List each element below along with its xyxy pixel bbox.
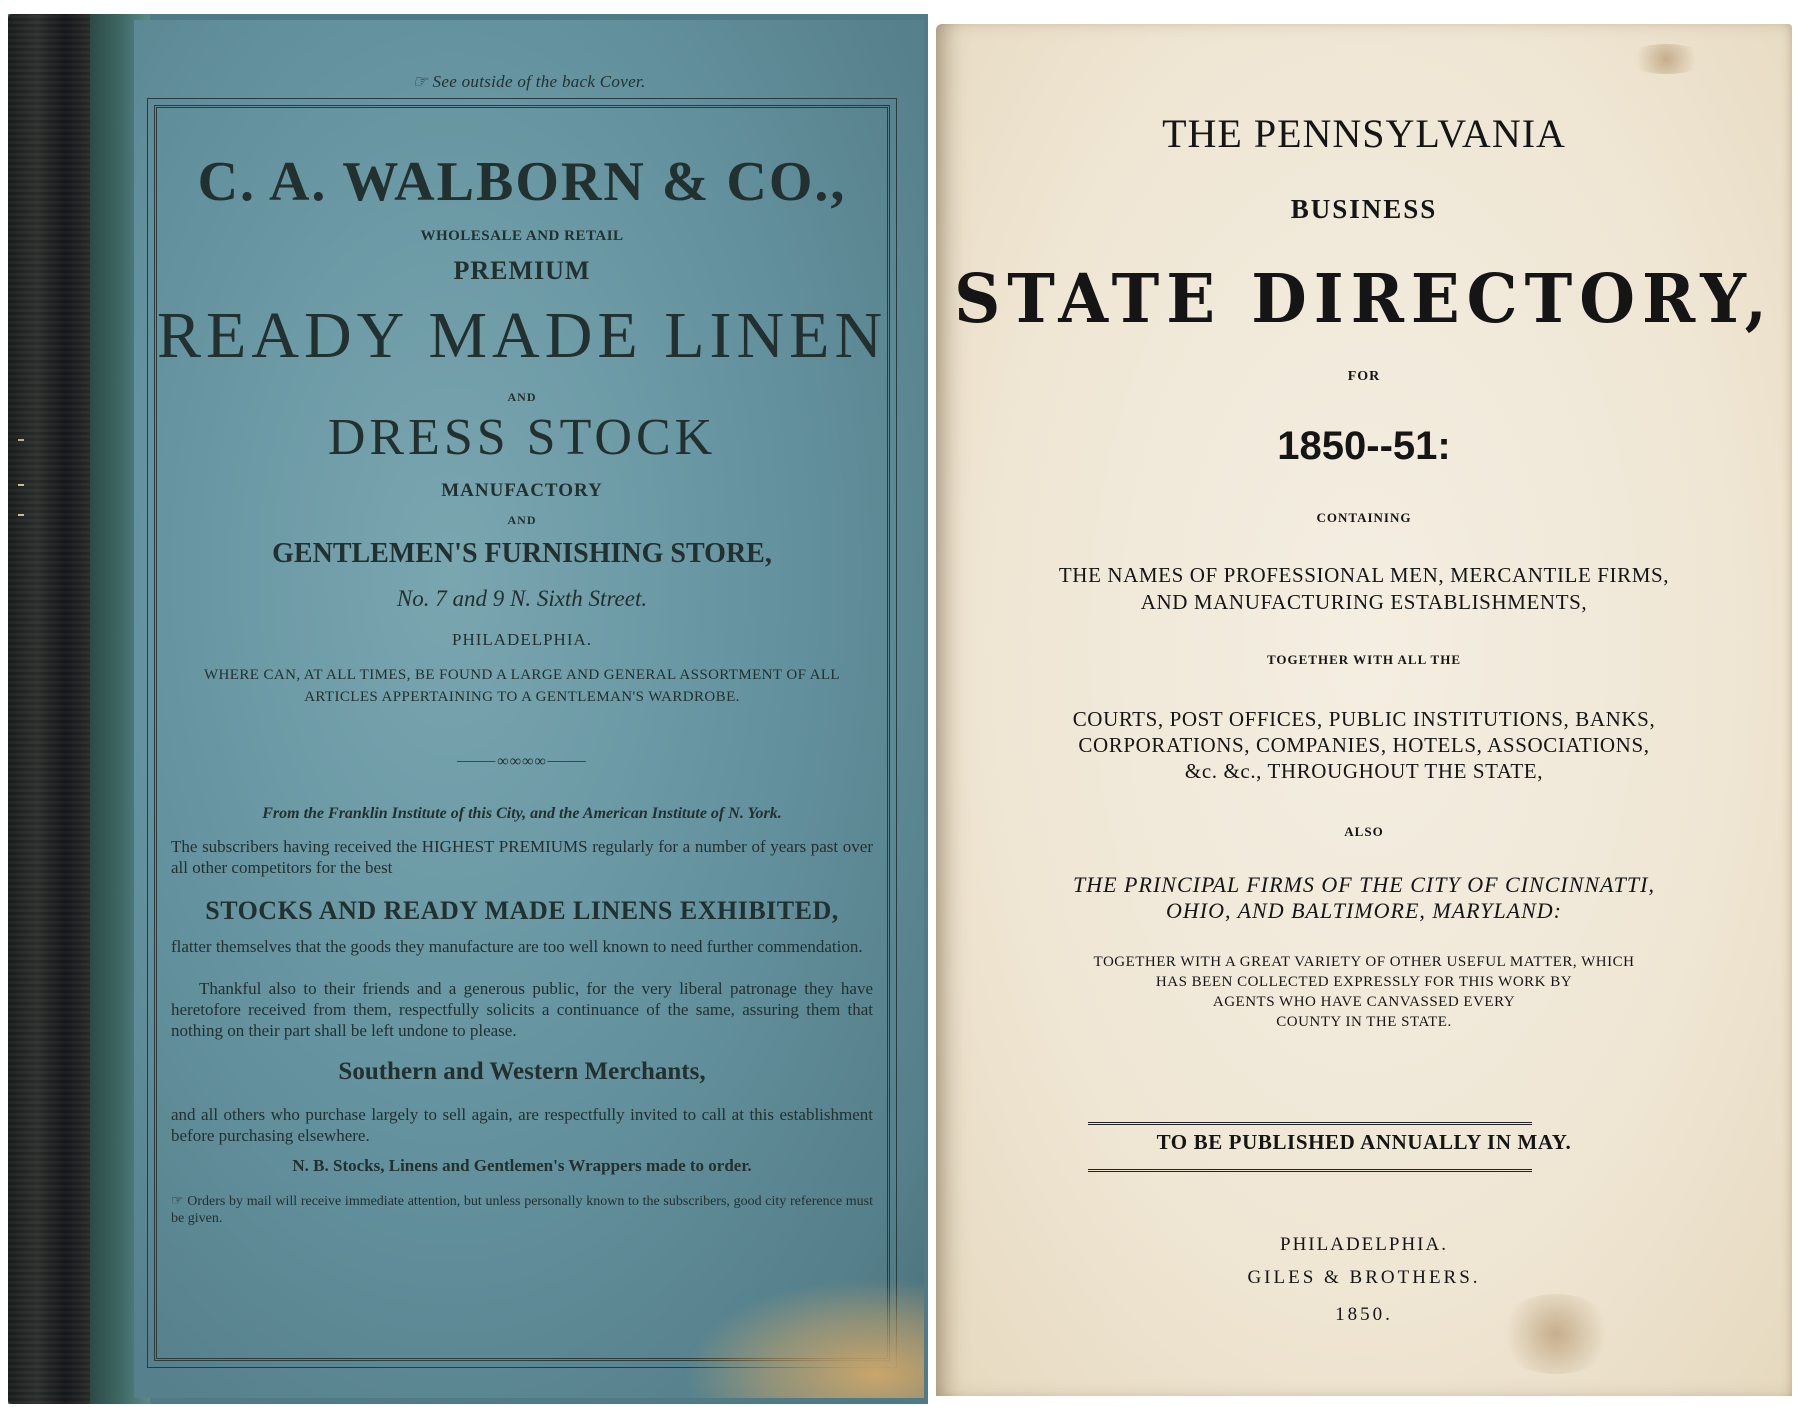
leather-spine [8, 14, 90, 1404]
courts-line: &c. &c., THROUGHOUT THE STATE, [1184, 759, 1544, 783]
merchants-heading: Southern and Western Merchants, [338, 1058, 706, 1085]
principal-line: OHIO, AND BALTIMORE, MARYLAND: [1165, 898, 1563, 923]
dress-stock-heading: DRESS STOCK [327, 409, 717, 466]
courts-block [936, 706, 1792, 784]
also-line: ALSO [1344, 824, 1384, 839]
courts-line: COURTS, POST OFFICES, PUBLIC INSTITUTIONS, BANKS, [1072, 707, 1656, 731]
principal-line: THE PRINCIPAL FIRMS OF THE CITY OF CINCINNATTI, [1073, 872, 1655, 897]
back-cover-note: ☞ See outside of the back Cover. [412, 72, 646, 91]
imprint-publisher: GILES & BROTHERS. [1247, 1267, 1481, 1288]
ornament-divider: ⸻∞∞∞∞⸻ [456, 753, 588, 770]
names-line: AND MANUFACTURING ESTABLISHMENTS, [1140, 590, 1588, 614]
variety-line: TOGETHER WITH A GREAT VARIETY OF OTHER USEFUL MATTER, WHICH [1093, 954, 1635, 970]
for-line: FOR [1347, 369, 1381, 384]
title-line-2: BUSINESS [1290, 194, 1438, 224]
stocks-heading: STOCKS AND READY MADE LINENS EXHIBITED, [205, 896, 839, 925]
title-page [936, 24, 1792, 1396]
wholesale-line: WHOLESALE AND RETAIL [420, 228, 624, 244]
premium-line: PREMIUM [453, 256, 591, 285]
nota-bene-line: N. B. Stocks, Linens and Gentlemen's Wrappers made to order. [292, 1156, 752, 1175]
variety-line: AGENTS WHO HAVE CANVASSED EVERY [1212, 994, 1516, 1010]
spine-mark [18, 514, 24, 516]
variety-line: HAS BEEN COLLECTED EXPRESSLY FOR THIS WORK BY [1155, 974, 1573, 990]
and-line: AND [507, 390, 537, 404]
commendation-paragraph: flatter themselves that the goods they manufacture are too well known to need further commendation. [171, 937, 863, 956]
advertisement-frame [154, 105, 890, 1361]
paper-stain [1626, 44, 1706, 74]
imprint-place: PHILADELPHIA. [1280, 1234, 1448, 1255]
firm-name: C. A. WALBORN & CO., [197, 151, 847, 213]
invitation-paragraph: and all others who purchase largely to sell again, are respectfully invited to call at this establishment before purchasing elsewhere. [171, 1105, 873, 1145]
spine-mark [18, 439, 24, 441]
city-name: PHILADELPHIA. [451, 630, 593, 649]
together-line: TOGETHER WITH ALL THE [1266, 652, 1462, 667]
manufactory-line: MANUFACTORY [441, 480, 603, 501]
and-line: AND [507, 513, 537, 527]
imprint-date: 1850. [1335, 1304, 1393, 1325]
annual-publication-line: TO BE PUBLISHED ANNUALLY IN MAY. [1156, 1130, 1572, 1154]
containing-line: CONTAINING [1316, 510, 1412, 525]
ready-made-heading: READY MADE LINEN [157, 299, 888, 372]
courts-line: CORPORATIONS, COMPANIES, HOTELS, ASSOCIATIONS, [1078, 733, 1650, 757]
assortment-text: WHERE CAN, AT ALL TIMES, BE FOUND A LARGE AND GENERAL ASSORTMENT OF ALL ARTICLES APPERTAINING TO A GENTLEMAN'S WARDROBE. [203, 667, 840, 705]
mail-orders-note: ☞ Orders by mail will receive immediate attention, but unless personally known to the subscribers, good city reference must be given. [171, 1194, 873, 1226]
variety-line: COUNTY IN THE STATE. [1276, 1014, 1452, 1030]
names-line: THE NAMES OF PROFESSIONAL MEN, MERCANTILE FIRMS, [1058, 563, 1670, 587]
names-block [936, 562, 1792, 616]
street-address: No. 7 and 9 N. Sixth Street. [396, 586, 648, 611]
spine-mark [18, 484, 24, 486]
cover-panel [134, 20, 924, 1398]
variety-block [936, 952, 1792, 1032]
premiums-paragraph: The subscribers having received the HIGHEST PREMIUMS regularly for a number of years past over all other competitors for the best [171, 837, 873, 877]
main-title: STATE DIRECTORY, [954, 260, 1774, 339]
institute-line: From the Franklin Institute of this City, and the American Institute of N. York. [262, 805, 782, 822]
thanks-paragraph: Thankful also to their friends and a generous public, for the very liberal patronage they have heretofore received from them, respectfully solicits a continuance of the same, assuring them that nothing on their part shall be left undone to please. [171, 979, 873, 1040]
furnishing-store-heading: GENTLEMEN'S FURNISHING STORE, [272, 538, 772, 569]
principal-firms-block [936, 872, 1792, 924]
year-line: 1850--51: [1277, 424, 1451, 468]
title-line-1: THE PENNSYLVANIA [1162, 111, 1566, 156]
book-cover [8, 14, 928, 1404]
